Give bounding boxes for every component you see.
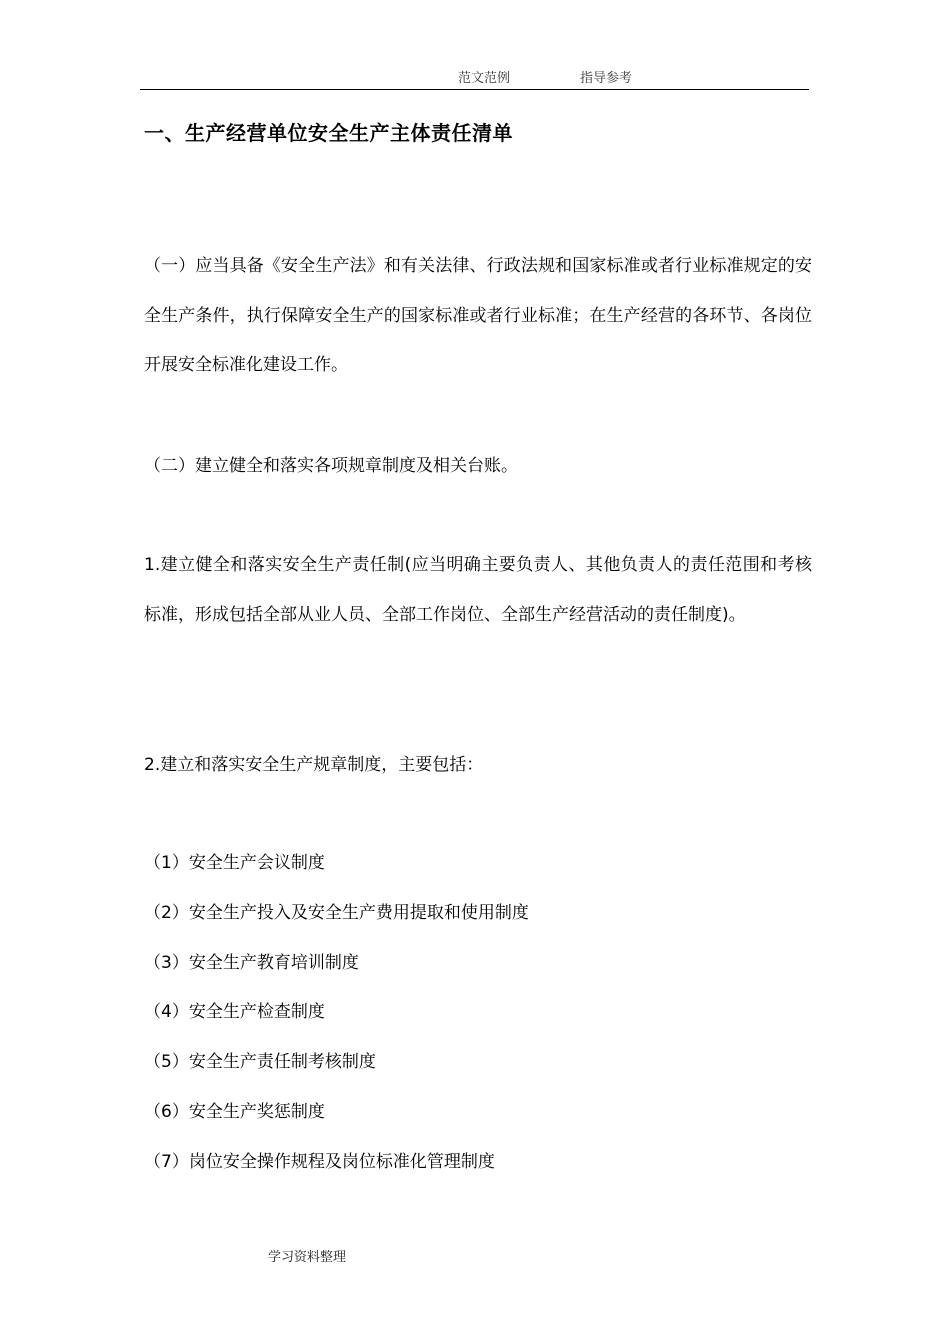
list-item: （1）安全生产会议制度 (144, 853, 325, 873)
paragraph-requirement-1: （一）应当具备《安全生产法》和有关法律、行政法规和国家标准或者行业标准规定的安全生产条件，执行保障安全生产的国家标准或者行业标准；在生产经营的各环节、各岗位开展安全标准化建设工作。 (144, 256, 812, 375)
paragraph-item-2: 2.建立和落实安全生产规章制度，主要包括： (144, 755, 484, 775)
page-footer: 学习资料整理 (268, 1250, 347, 1265)
header-left-text: 范文范例 (458, 71, 511, 86)
document-title: 一、生产经营单位安全生产主体责任清单 (144, 121, 513, 145)
list-item: （7）岗位安全操作规程及岗位标准化管理制度 (144, 1151, 495, 1172)
paragraph-item-1: 1.建立健全和落实安全生产责任制(应当明确主要负责人、其他负责人的责任范围和考核标准，形成包括全部从业人员、全部工作岗位、全部生产经营活动的责任制度)。 (144, 555, 812, 625)
paragraph-requirement-2: （二）建立健全和落实各项规章制度及相关台账。 (144, 456, 518, 476)
regulation-list (144, 839, 529, 1188)
header-right-text: 指导参考 (580, 71, 633, 86)
list-item: （5）安全生产责任制考核制度 (144, 1052, 376, 1073)
page-header (140, 70, 809, 90)
list-item: （2）安全生产投入及安全生产费用提取和使用制度 (144, 902, 529, 923)
list-item: （6）安全生产奖惩制度 (144, 1101, 325, 1122)
list-item: （3）安全生产教育培训制度 (144, 952, 359, 973)
list-item: （4）安全生产检查制度 (144, 1002, 325, 1023)
